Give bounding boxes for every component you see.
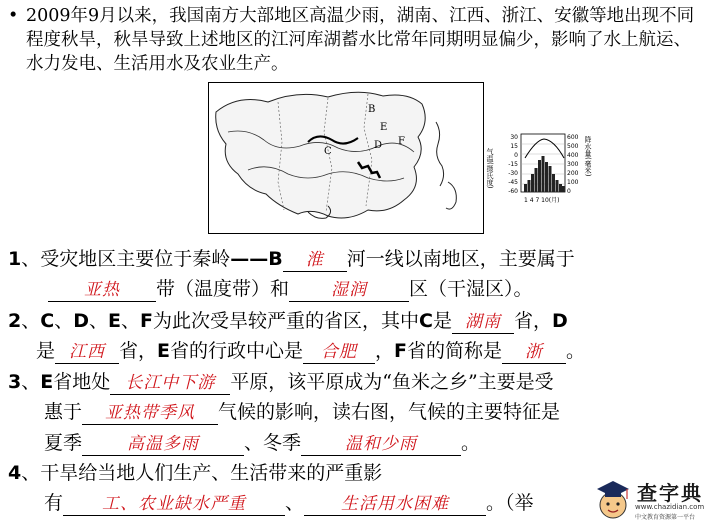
q-text: 、 — [121, 310, 141, 332]
question-2-line-1 — [8, 306, 568, 336]
answer-blank[interactable] — [283, 247, 347, 272]
answer-text: 长江中下游 — [125, 373, 216, 393]
q-text: 区（干湿区）。 — [409, 278, 533, 300]
answer-text: 高温多雨 — [127, 434, 200, 454]
q-text: 省地处 — [53, 371, 111, 393]
map-label-e: E — [380, 122, 388, 133]
q-text: E — [157, 340, 171, 362]
question-number: 2 — [8, 310, 22, 332]
q-text: 有 — [44, 492, 64, 514]
q-text: 、 — [21, 371, 41, 393]
x-ticks: 1 4 7 10(月) — [524, 197, 560, 204]
q-text: D — [552, 310, 568, 332]
q-text: 省， — [119, 340, 158, 362]
answer-text: 工、农业缺水严重 — [102, 494, 247, 514]
q-text: 气候的影响，读右图，气候的主要特征是 — [218, 401, 561, 423]
q-text: 是 — [432, 310, 452, 332]
q-text: 。 — [461, 432, 481, 454]
left-tick: 0 — [514, 152, 518, 159]
q-text: 、 — [89, 310, 109, 332]
q-text: E — [108, 310, 121, 332]
right-tick: 200 — [567, 170, 579, 177]
q-text: E — [40, 371, 54, 393]
q-text: 、冬季 — [244, 432, 302, 454]
q-text: 省的行政中心是 — [170, 340, 304, 362]
q-text: D — [73, 310, 89, 332]
bullet: • — [8, 6, 19, 26]
chazidian-logo — [593, 475, 715, 523]
logo-url: www.chazidian.com — [635, 503, 705, 511]
question-number: 1 — [8, 248, 22, 270]
left-tick: -30 — [508, 170, 518, 177]
climate-chart — [488, 130, 608, 206]
q-text: C — [40, 310, 55, 332]
logo-title: 查字典 — [637, 481, 703, 505]
q-text: 是 — [36, 340, 56, 362]
answer-blank[interactable] — [82, 400, 218, 425]
left-tick: 30 — [510, 134, 518, 141]
question-3-line-3 — [44, 428, 480, 458]
answer-text: 浙 — [525, 342, 544, 362]
left-tick: -45 — [508, 179, 518, 186]
left-tick: 15 — [510, 143, 518, 150]
q-text: 、 — [54, 310, 74, 332]
right-tick: 600 — [567, 134, 579, 141]
right-tick: 100 — [567, 179, 579, 186]
q-text: F — [140, 310, 153, 332]
map-label-b: B — [368, 104, 376, 115]
q-text: 为此次受旱较严重的省区，其中 — [153, 310, 420, 332]
q-text: 、干旱给当地人们生产、生活带来的严重影 — [21, 462, 383, 484]
answer-text: 江西 — [69, 342, 106, 362]
answer-blank[interactable] — [304, 491, 486, 516]
left-axis-label: 气温(摄氏度) — [486, 148, 494, 189]
answer-blank[interactable] — [301, 431, 461, 456]
logo-slogan: 中文教育资源第一平台 — [635, 514, 696, 521]
q-text: 。 — [566, 340, 586, 362]
left-tick: -60 — [508, 188, 518, 195]
question-4-line-2 — [44, 488, 534, 518]
q-text: C — [419, 310, 433, 332]
right-tick: 0 — [567, 188, 571, 195]
question-2-line-2 — [36, 336, 585, 366]
q-text: 惠于 — [44, 401, 83, 423]
question-3-line-1 — [8, 367, 554, 397]
q-text: 省， — [513, 310, 552, 332]
q-text: 、 — [21, 310, 41, 332]
intro-paragraph — [8, 4, 708, 76]
q-text: 省的简称是 — [407, 340, 503, 362]
answer-blank[interactable] — [289, 277, 409, 302]
answer-text: 亚热带季风 — [105, 403, 196, 423]
left-tick: -15 — [508, 161, 518, 168]
question-4-line-1 — [8, 458, 382, 488]
right-tick: 500 — [567, 143, 579, 150]
q-text: 平原，该平原成为“鱼米之乡”主要是受 — [230, 371, 554, 393]
scholar-icon — [593, 477, 633, 521]
q-text: F — [394, 340, 408, 362]
right-tick: 300 — [567, 161, 579, 168]
answer-blank[interactable] — [303, 339, 375, 364]
answer-blank[interactable] — [110, 370, 230, 395]
answer-blank[interactable] — [452, 309, 514, 334]
answer-text: 合肥 — [321, 342, 358, 362]
right-tick: 400 — [567, 152, 579, 159]
question-number: 3 — [8, 371, 22, 393]
q-text: ， — [375, 340, 395, 362]
q-text: 带（温度带）和 — [156, 278, 290, 300]
china-map — [208, 82, 484, 234]
q-text: ——B — [230, 248, 283, 270]
map-label-f: F — [398, 136, 405, 147]
answer-blank[interactable] — [82, 431, 244, 456]
answer-text: 生活用水困难 — [341, 494, 450, 514]
q-text: 河一线以南地区，主要属于 — [346, 248, 575, 270]
answer-text: 淮 — [305, 250, 324, 270]
question-3-line-2 — [44, 397, 560, 427]
answer-text: 湿润 — [331, 280, 368, 300]
answer-blank[interactable] — [502, 339, 566, 364]
answer-blank[interactable] — [55, 339, 119, 364]
answer-blank[interactable] — [63, 491, 285, 516]
q-text: 。（举 — [486, 492, 534, 514]
map-label-d: D — [374, 140, 383, 151]
answer-text: 湖南 — [464, 312, 501, 332]
q-text: 、 — [285, 492, 305, 514]
question-1-line-1 — [8, 244, 575, 274]
map-label-c: C — [324, 146, 332, 157]
answer-text: 温和少雨 — [345, 434, 418, 454]
question-1-line-2 — [48, 274, 533, 304]
intro-text: 2009年9月以来，我国南方大部地区高温少雨，湖南、江西、浙江、安徽等地出现不同程度秋旱，秋旱导致上述地区的江河库湖蓄水比常年同期明显偏少，影响了水上航运、水力发电、生活用水及农业生产。 — [26, 6, 695, 74]
q-text: 、受灾地区主要位于秦岭 — [21, 248, 231, 270]
answer-blank[interactable] — [48, 277, 156, 302]
question-number: 4 — [8, 462, 22, 484]
q-text: 夏季 — [44, 432, 83, 454]
answer-text: 亚热 — [84, 280, 120, 300]
right-axis-label: 降水量(毫米) — [584, 136, 592, 177]
